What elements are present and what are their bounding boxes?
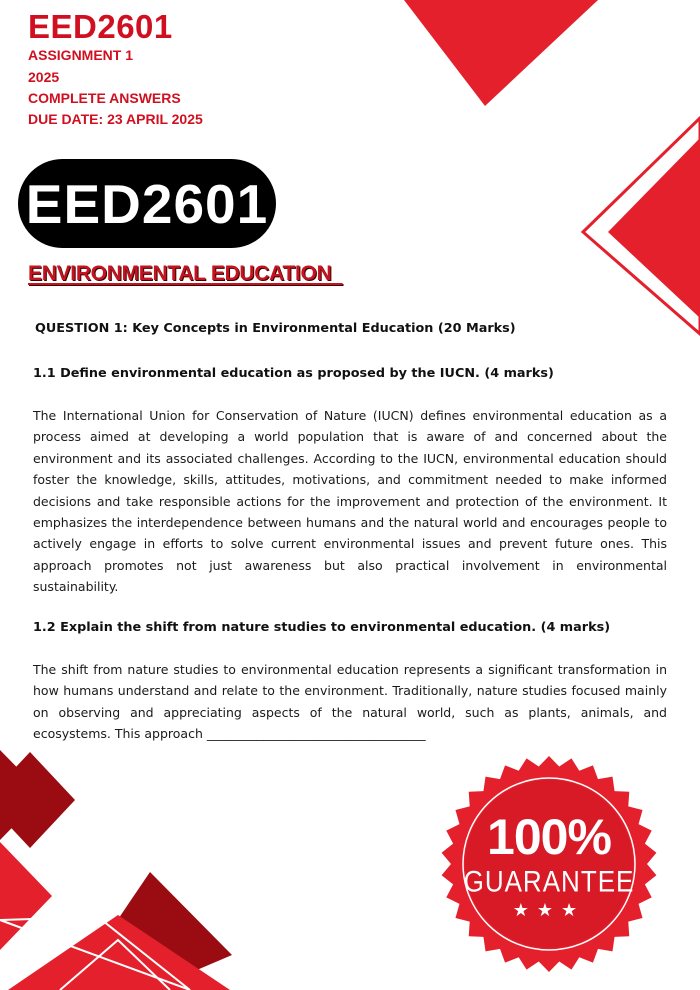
question-1-2-title: 1.2 Explain the shift from nature studies to environmental education. (4 marks) <box>33 620 611 635</box>
pill-code: EED2601 <box>25 172 269 235</box>
bottom-left-dark-tri <box>70 872 232 990</box>
bottom-left-red-tri <box>8 915 230 990</box>
question-title: QUESTION 1: Key Concepts in Environmental Education (20 Marks) <box>35 321 516 336</box>
subject-title: ENVIRONMENTAL EDUCATION <box>28 262 332 285</box>
bottom-left-red-block <box>0 842 52 950</box>
header-status: COMPLETE ANSWERS <box>28 90 181 106</box>
header-course-code: EED2601 <box>28 8 173 45</box>
question-1-1-answer: The International Union for Conservation of Nature (IUCN) defines environmental education as a process aimed at developing a world population that is aware of and concerned about the environment and its associated challenges. According to the IUCN, environmental education should foster the knowledge, skills, attitudes, motivations, and commitment needed to make informed decisions and take responsible actions for the improvement and protection of the environment. It emphasizes the interdependence between humans and the natural world and encourages people to actively engage in efforts to solve current environmental issues and prevent future ones. This approach promotes not just awareness but also practical involvement in environmental sustainability. <box>33 408 667 595</box>
course-code-pill <box>18 159 276 248</box>
bottom-left-dark-diamond <box>0 750 44 840</box>
top-triangle <box>404 0 598 106</box>
bottom-left-dark-diamond-2 <box>0 752 75 848</box>
header-year: 2025 <box>28 69 60 85</box>
right-diamond-outline <box>583 118 700 334</box>
right-diamond <box>608 138 700 318</box>
bottom-left-outline-2 <box>60 940 170 990</box>
badge-stars-icon: ★★★ <box>512 900 586 920</box>
header-due-date: DUE DATE: 23 APRIL 2025 <box>28 111 203 127</box>
badge-percent: 100% <box>487 809 611 865</box>
badge-word: GUARANTEE <box>463 863 635 899</box>
header-assignment: ASSIGNMENT 1 <box>28 47 134 63</box>
bottom-left-outline-tri <box>0 917 190 990</box>
question-1-2-answer: The shift from nature studies to environmental education represents a significant transformation in how humans understand and relate to the environment. Traditionally, nature studies focused mainly on observing and appreciating aspects of the natural world, such as plants, animals, and ecosystems. This approach ___________________________________ <box>33 662 667 742</box>
question-1-1-title: 1.1 Define environmental education as proposed by the IUCN. (4 marks) <box>33 366 554 381</box>
